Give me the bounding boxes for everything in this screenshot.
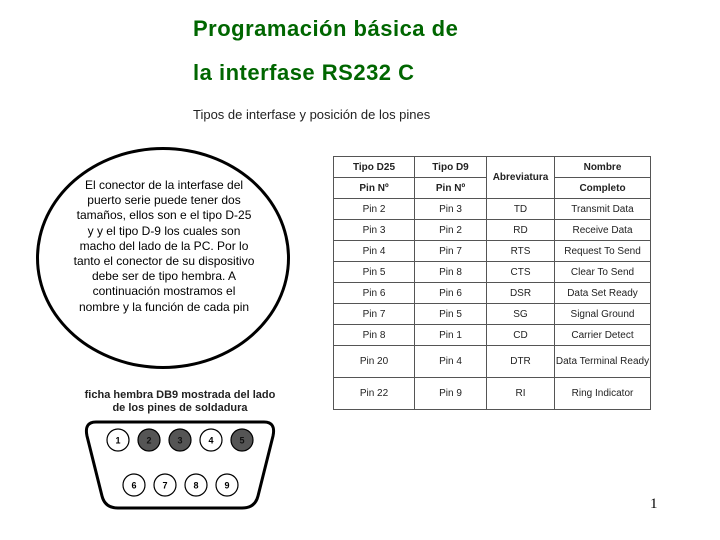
header-d9-type: Tipo D9 <box>415 157 487 178</box>
cell-name: Data Set Ready <box>555 283 651 304</box>
cell-d25: Pin 22 <box>334 378 415 410</box>
table-row <box>334 199 651 220</box>
header-d9-pin: Pin Nº <box>415 178 487 199</box>
title-line-2: la interfase RS232 C <box>193 60 415 85</box>
cell-abbreviation: SG <box>487 304 555 325</box>
cell-d9: Pin 7 <box>415 241 487 262</box>
table-row <box>334 378 651 410</box>
pins-group <box>107 429 253 496</box>
cell-d25: Pin 4 <box>334 241 415 262</box>
table-row <box>334 304 651 325</box>
pin-6-label: 6 <box>131 480 137 491</box>
cell-name: Ring Indicator <box>555 378 651 410</box>
table-row <box>334 346 651 378</box>
cell-d25: Pin 7 <box>334 304 415 325</box>
cell-d9: Pin 6 <box>415 283 487 304</box>
cell-d9: Pin 9 <box>415 378 487 410</box>
cell-abbreviation: RTS <box>487 241 555 262</box>
table-row <box>334 262 651 283</box>
db9-connector-diagram <box>80 414 280 514</box>
header-d25-type: Tipo D25 <box>334 157 415 178</box>
pin-4-label: 4 <box>208 435 214 446</box>
header-d25-pin: Pin Nº <box>334 178 415 199</box>
cell-d9: Pin 4 <box>415 346 487 378</box>
cell-d9: Pin 2 <box>415 220 487 241</box>
cell-name: Receive Data <box>555 220 651 241</box>
cell-d9: Pin 3 <box>415 199 487 220</box>
table-row <box>334 220 651 241</box>
pin-8-label: 8 <box>193 480 199 491</box>
cell-abbreviation: RI <box>487 378 555 410</box>
cell-name: Clear To Send <box>555 262 651 283</box>
pin-7-label: 7 <box>162 480 168 491</box>
cell-abbreviation: CTS <box>487 262 555 283</box>
pin-9-label: 9 <box>224 480 230 491</box>
header-complete: Completo <box>555 178 651 199</box>
header-name: Nombre <box>555 157 651 178</box>
connector-caption: ficha hembra DB9 mostrada del lado de los pines de soldadura <box>84 389 276 414</box>
pin-1-label: 1 <box>115 435 121 446</box>
subtitle: Tipos de interfase y posición de los pines <box>193 107 431 122</box>
pin-3-label: 3 <box>177 435 183 446</box>
cell-d25: Pin 2 <box>334 199 415 220</box>
cell-d25: Pin 8 <box>334 325 415 346</box>
cell-d9: Pin 8 <box>415 262 487 283</box>
cell-name: Signal Ground <box>555 304 651 325</box>
cell-d25: Pin 3 <box>334 220 415 241</box>
cell-d9: Pin 1 <box>415 325 487 346</box>
cell-abbreviation: DTR <box>487 346 555 378</box>
cell-name: Carrier Detect <box>555 325 651 346</box>
table-header-row <box>334 157 651 178</box>
cell-d9: Pin 5 <box>415 304 487 325</box>
cell-d25: Pin 5 <box>334 262 415 283</box>
pin-2-label: 2 <box>146 435 152 446</box>
pin-table <box>333 156 651 410</box>
cell-name: Transmit Data <box>555 199 651 220</box>
table-row <box>334 283 651 304</box>
table-row <box>334 325 651 346</box>
cell-name: Request To Send <box>555 241 651 262</box>
header-abbreviation: Abreviatura <box>487 157 555 199</box>
cell-d25: Pin 20 <box>334 346 415 378</box>
pin-5-label: 5 <box>239 435 245 446</box>
page-number: 1 <box>650 496 658 512</box>
cell-abbreviation: DSR <box>487 283 555 304</box>
cell-abbreviation: TD <box>487 199 555 220</box>
cell-d25: Pin 6 <box>334 283 415 304</box>
cell-abbreviation: RD <box>487 220 555 241</box>
title-line-1: Programación básica de <box>193 16 459 41</box>
cell-abbreviation: CD <box>487 325 555 346</box>
table-row <box>334 241 651 262</box>
cell-name: Data Terminal Ready <box>555 346 651 378</box>
description-text: El conector de la interfase del puerto serie puede tener dos tamaños, ellos son e el tipo D-25 y y el tipo D-9 los cuales son macho del lado de la PC. Por lo tanto el conector de su dispositivo debe ser de tipo hembra. A continuación mostramos el nombre y la función de cada pin <box>73 178 255 314</box>
